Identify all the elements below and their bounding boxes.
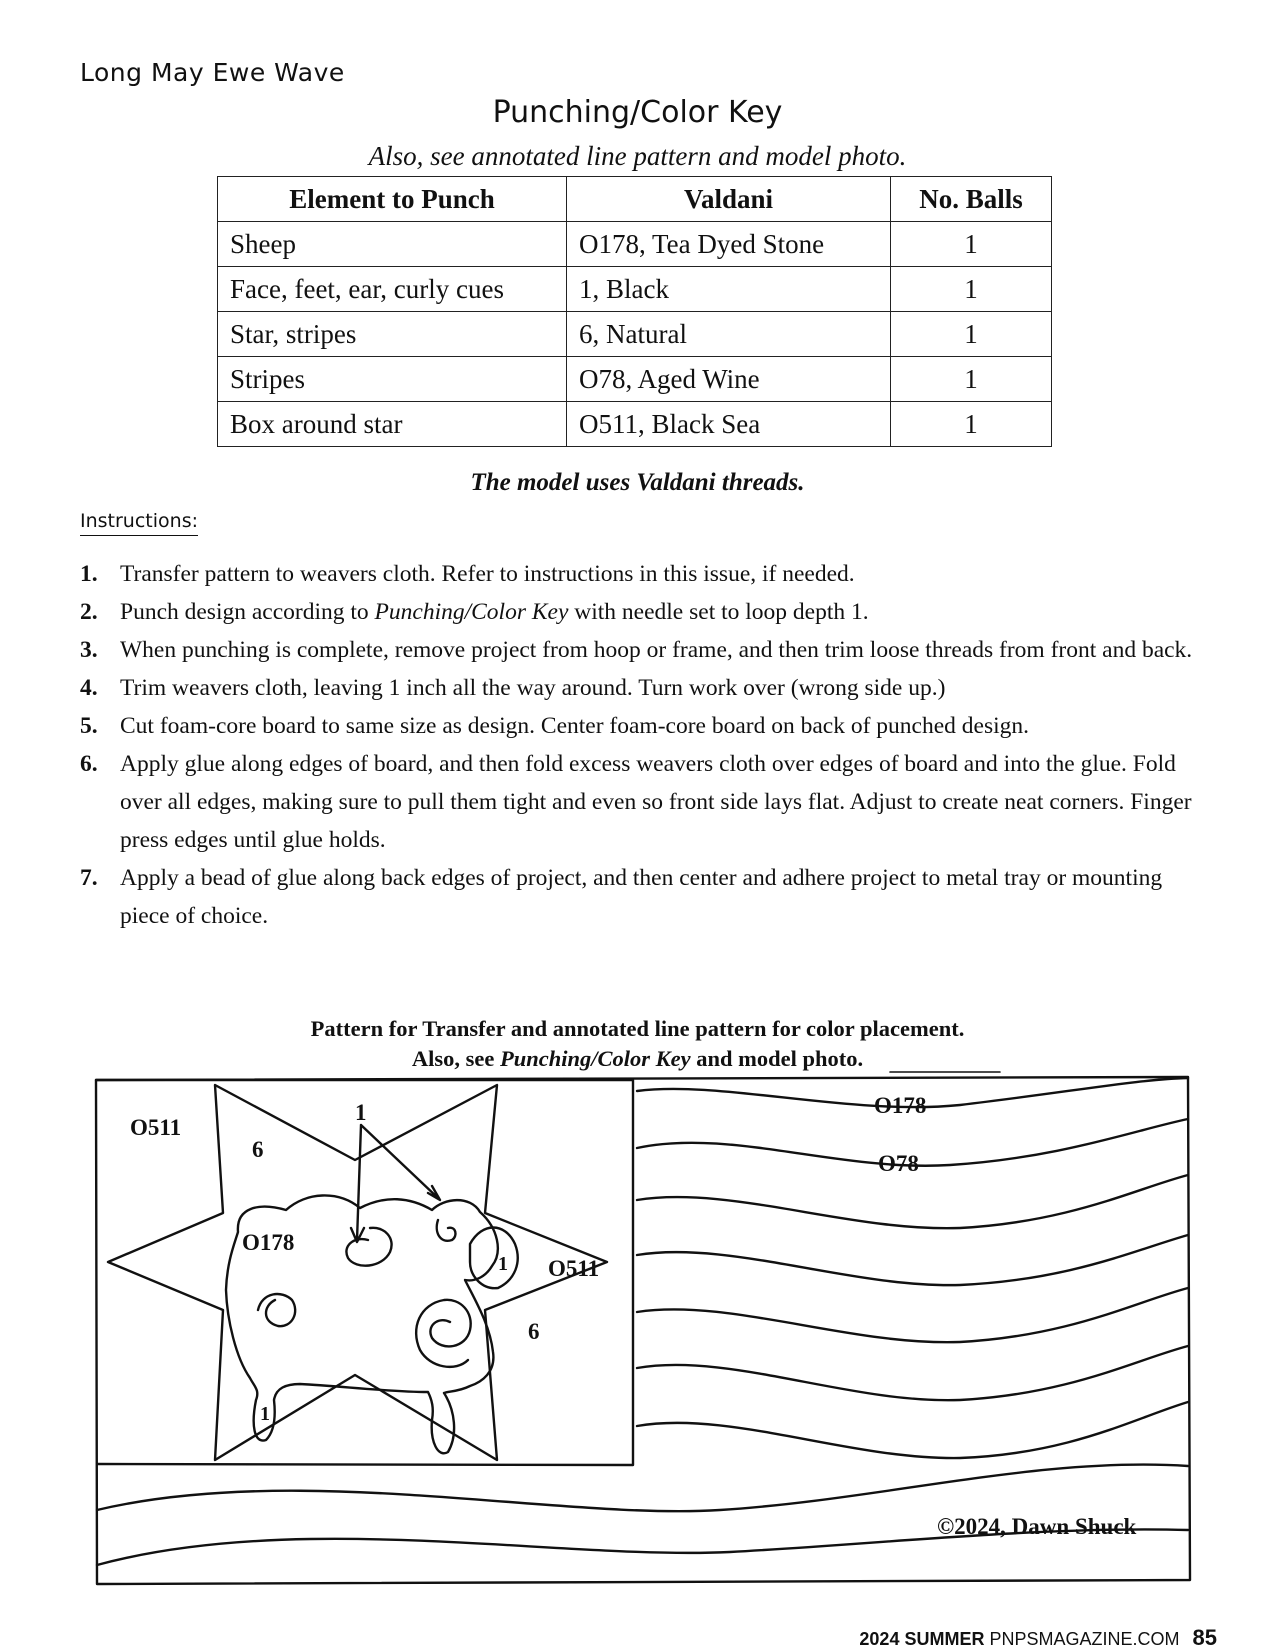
page-footer (859, 1625, 1217, 1651)
stripe-line (637, 1288, 1188, 1342)
column-header: Valdani (567, 177, 891, 222)
element-cell: Sheep (218, 222, 567, 267)
valdani-cell: O78, Aged Wine (567, 357, 891, 402)
stripe-line (637, 1235, 1188, 1285)
label-star-color: 6 (528, 1319, 540, 1344)
curly-cue (416, 1300, 471, 1367)
sheep-face-curl (437, 1220, 456, 1241)
element-cell: Face, feet, ear, curly cues (218, 267, 567, 312)
label-box-color: O511 (548, 1256, 600, 1281)
caption-text: Also, see (411, 1046, 500, 1071)
step-text: When punching is complete, remove project from hoop or frame, and then trim loose threads from front and back. (120, 637, 1193, 663)
stripe-line (97, 1465, 1188, 1512)
column-header: No. Balls (891, 177, 1052, 222)
stripe-line (637, 1346, 1188, 1400)
key-title: Punching/Color Key (492, 95, 783, 130)
label-stripe-color: O78 (878, 1151, 919, 1176)
step-text: Transfer pattern to weavers cloth. Refer to instructions in this issue, if needed. (120, 561, 855, 587)
valdani-cell: O511, Black Sea (567, 402, 891, 447)
caption-emphasis: Punching/Color Key (499, 1046, 691, 1071)
step-text: Punch design according to (120, 599, 375, 625)
element-cell: Stripes (218, 357, 567, 402)
footer-season: 2024 SUMMER (859, 1629, 985, 1649)
valdani-cell: 1, Black (567, 267, 891, 312)
label-sheep-color: O178 (242, 1230, 295, 1255)
step-text: Apply a bead of glue along back edges of project, and then center and adhere project to metal tray or mounting piece of choice. (120, 865, 1163, 929)
step-text: Apply glue along edges of board, and then fold excess weavers cloth over edges of board and into the glue. Fold over all edges, making sure to pull them tight and even so front side lays flat. Adjust to create neat corners. Finger press edges until glue holds. (120, 751, 1192, 853)
step-number: 3. (80, 637, 98, 663)
label-box-color: O511 (130, 1115, 182, 1140)
key-subtitle: Also, see annotated line pattern and model photo. (368, 141, 907, 171)
balls-cell: 1 (891, 312, 1052, 357)
caption-text: and model photo. (690, 1046, 864, 1071)
star-outline (108, 1085, 607, 1460)
balls-cell: 1 (891, 267, 1052, 312)
label-star-color: 6 (252, 1137, 264, 1162)
step-number: 6. (80, 751, 98, 777)
stripe-line (637, 1402, 1188, 1458)
valdani-cell: 6, Natural (567, 312, 891, 357)
model-note: The model uses Valdani threads. (470, 469, 805, 496)
balls-cell: 1 (891, 402, 1052, 447)
valdani-cell: O178, Tea Dyed Stone (567, 222, 891, 267)
copyright-notice: ©2024, Dawn Shuck (937, 1514, 1137, 1539)
element-cell: Box around star (218, 402, 567, 447)
page-number: 85 (1192, 1625, 1217, 1650)
step-number: 5. (80, 713, 98, 739)
label-ear-color: 1 (498, 1253, 508, 1275)
step-text: Cut foam-core board to same size as design. Center foam-core board on back of punched design. (120, 713, 1030, 739)
label-leg-color: 1 (260, 1403, 270, 1425)
annotation-arrow (351, 1125, 440, 1242)
element-cell: Star, stripes (218, 312, 567, 357)
step-number: 1. (80, 561, 98, 587)
balls-cell: 1 (891, 357, 1052, 402)
page-title: Long May Ewe Wave (80, 58, 345, 87)
curly-cue (258, 1294, 295, 1326)
step-text: with needle set to loop depth 1. (568, 599, 869, 625)
step-number: 7. (80, 865, 98, 891)
label-pointer-color: 1 (355, 1100, 367, 1125)
caption-line: Pattern for Transfer and annotated line pattern for color placement. (310, 1016, 965, 1041)
step-text: Trim weavers cloth, leaving 1 inch all the way around. Turn work over (wrong side up.) (120, 675, 946, 701)
sheep-ear-outline (470, 1228, 518, 1289)
label-stripe-color: O178 (874, 1093, 927, 1118)
instructions-heading: Instructions: (80, 510, 198, 536)
stripe-line (637, 1175, 1188, 1228)
step-text-emphasis: Punching/Color Key (374, 599, 569, 625)
step-number: 2. (80, 599, 98, 625)
balls-cell: 1 (891, 222, 1052, 267)
footer-site: PNPSMAGAZINE.COM (989, 1629, 1180, 1649)
step-number: 4. (80, 675, 98, 701)
column-header: Element to Punch (218, 177, 567, 222)
